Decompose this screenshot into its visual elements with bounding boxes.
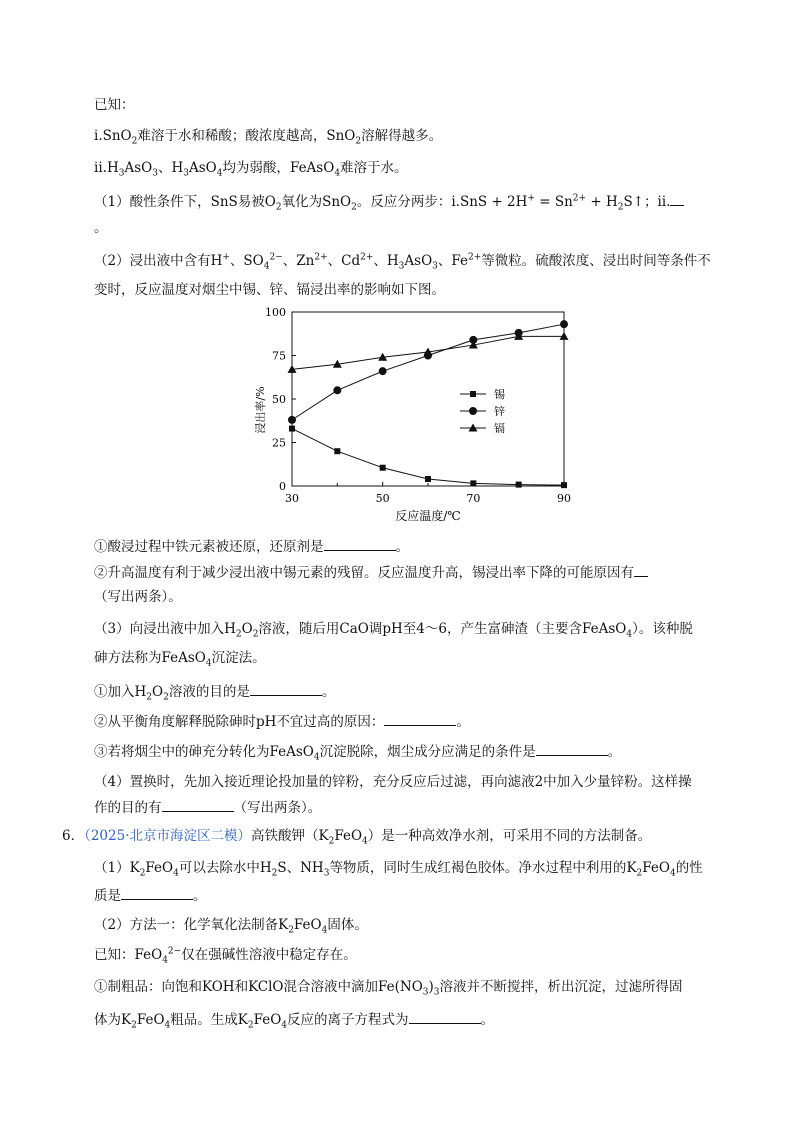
chart-legend [460,387,505,435]
y-tick-label: 100 [265,306,286,319]
answer-blank[interactable] [384,711,456,726]
chart-axes [292,312,564,486]
question-1: （1）酸性条件下，SnS易被$O_2$氧化为SnO$_2$。反应分两步：ⅰ.SnS + $2H^+ = Sn^{2+}$ + $H_2S↑$；ⅱ. [94,191,730,212]
data-point [334,448,340,454]
data-point [470,391,476,397]
known-item-i: i.SnO$_2$难溶于水和稀酸；酸浓度越高，SnO$_2$溶解得越多。 [94,128,443,147]
question-3-line2: 砷方法称为FeAsO$_4$沉淀法。 [94,650,266,669]
question-3: （3）向浸出液中加入$H_2O_2$溶液，随后用CaO调pH至4～6，产生富砷渣（主要含FeAsO$_4$）。该种脱 [94,621,693,640]
answer-blank[interactable] [162,797,234,812]
known-item-ii: $ii.H_3AsO_3$、$H_3AsO_4$均为弱酸，FeAsO$_4$难溶于水。 [94,160,408,179]
legend-entry [460,387,505,401]
source-link[interactable]: （2025·北京市海淀区二模） [84,828,251,844]
y-axis-label: 浸出率/% [254,386,267,434]
answer-blank[interactable] [324,536,396,551]
subquestion-3-3: ③若将烟尘中的砷充分转化为FeAsO$_4$沉淀脱除，烟尘成分应满足的条件是 。 [94,741,730,762]
plot-frame [292,312,564,486]
y-tick-label: 25 [272,436,286,450]
subquestion-2-2-line2: （写出两条）。 [94,589,182,605]
x-tick-label: 90 [557,492,571,505]
series-line [292,324,564,420]
data-point [288,416,296,424]
data-point [333,386,341,394]
problem-6-heading: 6．（2025·北京市海淀区二模）高铁酸钾$(K_2FeO_4)$是一种高效净水剂，可采用不同的方法制备。 [62,828,652,847]
data-point [469,407,477,415]
series-triangle [288,332,569,373]
data-point [425,476,431,482]
legend-entry [460,421,505,435]
method-1-step-line2: 体为$K_2FeO_4$粗品。生成$K_2FeO_4$反应的离子方程式为 。 [94,1009,730,1030]
data-point [560,332,569,340]
question-2: （2）浸出液中含有H+、$SO_4^{2-}$、$Zn^{2+}$、$Cd^{2+}$、$H_3AsO_3$、$Fe^{2+}$等微粒。硫酸浓度、浸出时间等条件不 [94,252,711,272]
x-axis-label: 反应温度/℃ [395,509,461,522]
question-4: （4）置换时，先加入接近理论投加量的锌粉，充分反应后过滤，再向滤液2中加入少量锌粉。这样操 [94,774,692,790]
series-square [289,426,567,489]
chart-series [288,320,569,488]
data-point [561,482,567,488]
method-1-step: ①制粗品：向饱和KOH和KClO混合溶液中滴加$Fe(NO_3)_3$溶液并不断搅拌，析出沉淀，过滤所得固 [94,979,683,998]
answer-blank[interactable] [670,191,684,206]
data-point [516,482,522,488]
question-4-line2: 作的目的有 （写出两条）。 [94,797,730,818]
x-tick-label: 50 [375,492,390,505]
answer-blank[interactable] [250,681,322,696]
data-point [380,465,386,471]
legend-label: 锡 [494,388,505,401]
y-tick-label: 0 [279,480,286,493]
subquestion-2-1: ①酸浸过程中铁元素被还原，还原剂是 。 [94,536,730,557]
answer-blank[interactable] [409,1009,481,1024]
x-tick-label: 30 [285,492,299,505]
legend-entry [460,404,505,418]
answer-blank[interactable] [634,562,648,577]
legend-label: 锌 [494,405,505,418]
x-tick-label: 70 [466,492,481,505]
chart-ticks [265,306,571,505]
problem-6-question-2: （2）方法一：化学氧化法制备$K_2FeO_4$固体。 [94,917,368,936]
data-point [289,426,295,432]
subquestion-3-1: ①加入$H_2O_2$溶液的目的是 。 [94,681,730,702]
data-point [379,367,387,375]
leaching-rate-chart [250,302,610,522]
question-2-line2: 变时，反应温度对烟尘中锡、锌、镉浸出率的影响如下图。 [94,282,445,298]
problem-6-question-1-line2: 质是 。 [94,885,730,906]
known-heading: 已知： [94,97,135,113]
known-ferrate: 已知：FeO$_4^{2-}$仅在强碱性溶液中稳定存在。 [94,946,357,966]
subquestion-2-2: ②升高温度有利于减少浸出液中锡元素的残留。反应温度升高，锡浸出率下降的可能原因有 [94,562,730,583]
data-point [470,480,476,486]
answer-blank[interactable] [121,885,193,900]
y-tick-label: 50 [272,393,286,406]
series-circle [288,320,568,424]
answer-blank[interactable] [536,741,608,756]
legend-label: 镉 [494,422,505,435]
data-point [560,320,568,328]
subquestion-3-2: ②从平衡角度解释脱除砷时pH不宜过高的原因： 。 [94,711,730,732]
problem-6-question-1: $(1)K_2FeO_4$可以去除水中$H_2S$、$NH_3$等物质，同时生成红褐色胶体。净水过程中利用的$K_2FeO_4$的性 [94,860,703,879]
question-1-end: 。 [94,220,108,236]
y-tick-label: 75 [272,349,286,363]
